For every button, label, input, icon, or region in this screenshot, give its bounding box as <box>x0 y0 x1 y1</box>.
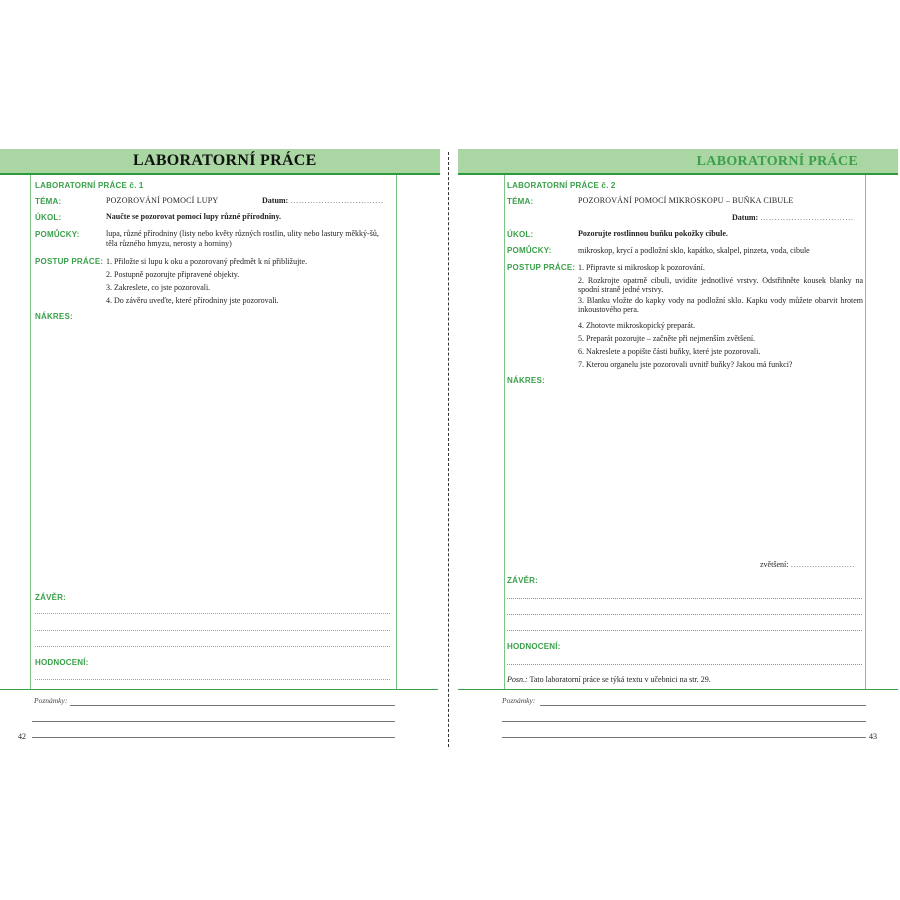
right-zaver-line-3[interactable] <box>507 630 862 631</box>
right-tema-label: TÉMA: <box>507 197 534 206</box>
left-step-1: 1. Přiložte si lupu k oku a pozorovaný předmět k ní přibližujte. <box>106 257 308 266</box>
right-zvetseni-dots: …………………… <box>790 560 855 569</box>
right-step-3: 3. Blanku vložte do kapky vody na podložní sklo. Kapku vody můžete obarvit hrotem inkoustového pera. <box>578 296 863 314</box>
right-notes-line-1[interactable] <box>540 705 866 706</box>
left-banner <box>0 149 440 175</box>
left-notes-line-3[interactable] <box>32 737 395 738</box>
left-page-number: 42 <box>18 732 26 741</box>
right-step-7: 7. Kterou organelu jste pozorovali uvnitř buňky? Jakou má funkci? <box>578 360 793 369</box>
left-notes-line-1[interactable] <box>70 705 395 706</box>
left-ukol-label: ÚKOL: <box>35 213 62 222</box>
left-nakres-label: NÁKRES: <box>35 312 73 321</box>
right-ukol-label: ÚKOL: <box>507 230 534 239</box>
right-postup-label: POSTUP PRÁCE: <box>507 263 576 272</box>
right-posn-label: Posn.: <box>507 675 528 684</box>
left-notes-line-2[interactable] <box>32 721 395 722</box>
left-hodnoceni-label: HODNOCENÍ: <box>35 658 89 667</box>
left-zaver-line-3[interactable] <box>35 646 390 647</box>
right-step-4: 4. Zhotovte mikroskopický preparát. <box>578 321 696 330</box>
right-notes-line-3[interactable] <box>502 737 866 738</box>
left-drawing-area[interactable] <box>35 325 390 587</box>
right-banner-title: LABORATORNÍ PRÁCE <box>696 154 858 169</box>
right-step-2: 2. Rozkrojte opatrně cibuli, uvidíte jednotlivé vrstvy. Odstřihněte kousek blanky na spodní straně jedné vrstvy. <box>578 276 863 294</box>
left-datum-label: Datum: <box>262 196 289 205</box>
right-notes-label: Poznámky: <box>502 696 536 705</box>
right-work-number: LABORATORNÍ PRÁCE č. 2 <box>507 181 616 190</box>
left-step-4: 4. Do závěru uveďte, které přírodniny jste pozorovali. <box>106 296 279 305</box>
left-pomucky-label: POMŮCKY: <box>35 230 80 239</box>
left-bottom-rule <box>0 689 438 690</box>
right-page <box>458 149 898 749</box>
left-hodnoceni-line[interactable] <box>35 679 390 680</box>
right-drawing-area[interactable] <box>507 389 862 554</box>
right-pomucky-label: POMŮCKY: <box>507 246 552 255</box>
right-datum-dots: …………………………… <box>760 213 854 222</box>
left-zaver-label: ZÁVĚR: <box>35 593 66 602</box>
left-step-2: 2. Postupně pozorujte připravené objekty. <box>106 270 240 279</box>
right-posn-note <box>507 675 711 685</box>
right-step-5: 5. Preparát pozorujte – začněte při nejmenším zvětšení. <box>578 334 756 343</box>
right-zaver-line-1[interactable] <box>507 598 862 599</box>
right-step-1: 1. Připravte si mikroskop k pozorování. <box>578 263 705 272</box>
left-tema-label: TÉMA: <box>35 197 62 206</box>
left-work-number: LABORATORNÍ PRÁCE č. 1 <box>35 181 144 190</box>
right-zaver-label: ZÁVĚR: <box>507 576 538 585</box>
right-zvetseni[interactable] <box>760 560 854 570</box>
left-tema-value: POZOROVÁNÍ POMOCÍ LUPY <box>106 196 219 205</box>
left-banner-title: LABORATORNÍ PRÁCE <box>133 152 317 169</box>
right-tema-value: POZOROVÁNÍ POMOCÍ MIKROSKOPU – BUŇKA CIBULE <box>578 196 794 205</box>
right-pomucky-value: mikroskop, krycí a podložní sklo, kapátko, skalpel, pinzeta, voda, cibule <box>578 246 810 255</box>
left-postup-label: POSTUP PRÁCE: <box>35 257 104 266</box>
right-notes-line-2[interactable] <box>502 721 866 722</box>
right-hodnoceni-line[interactable] <box>507 664 862 665</box>
left-datum[interactable] <box>262 196 384 205</box>
left-page <box>0 149 440 749</box>
left-zaver-line-2[interactable] <box>35 630 390 631</box>
left-zaver-line-1[interactable] <box>35 613 390 614</box>
right-hodnoceni-label: HODNOCENÍ: <box>507 642 561 651</box>
page-fold-line <box>448 152 449 747</box>
right-datum[interactable] <box>732 213 854 222</box>
right-banner <box>458 149 898 175</box>
right-zvetseni-label: zvětšení: <box>760 560 789 569</box>
right-step-6: 6. Nakreslete a popište části buňky, které jste pozorovali. <box>578 347 761 356</box>
right-bottom-rule <box>458 689 898 690</box>
right-datum-label: Datum: <box>732 213 759 222</box>
right-ukol-value: Pozorujte rostlinnou buňku pokožky cibule. <box>578 229 728 238</box>
left-datum-dots: …………………………… <box>290 196 384 205</box>
left-ukol-value: Naučte se pozorovat pomocí lupy různé přírodniny. <box>106 212 282 221</box>
right-page-number: 43 <box>869 732 877 741</box>
left-notes-label: Poznámky: <box>34 696 68 705</box>
right-zaver-line-2[interactable] <box>507 614 862 615</box>
right-posn-text: Tato laboratorní práce se týká textu v učebnici na str. 29. <box>529 675 711 684</box>
left-step-3: 3. Zakreslete, co jste pozorovali. <box>106 283 211 292</box>
right-nakres-label: NÁKRES: <box>507 376 545 385</box>
left-pomucky-value: lupa, různé přírodniny (listy nebo květy různých rostlin, ulity nebo lastury měkký-šů, těla různého hmyzu, nerosty a horniny) <box>106 229 379 248</box>
